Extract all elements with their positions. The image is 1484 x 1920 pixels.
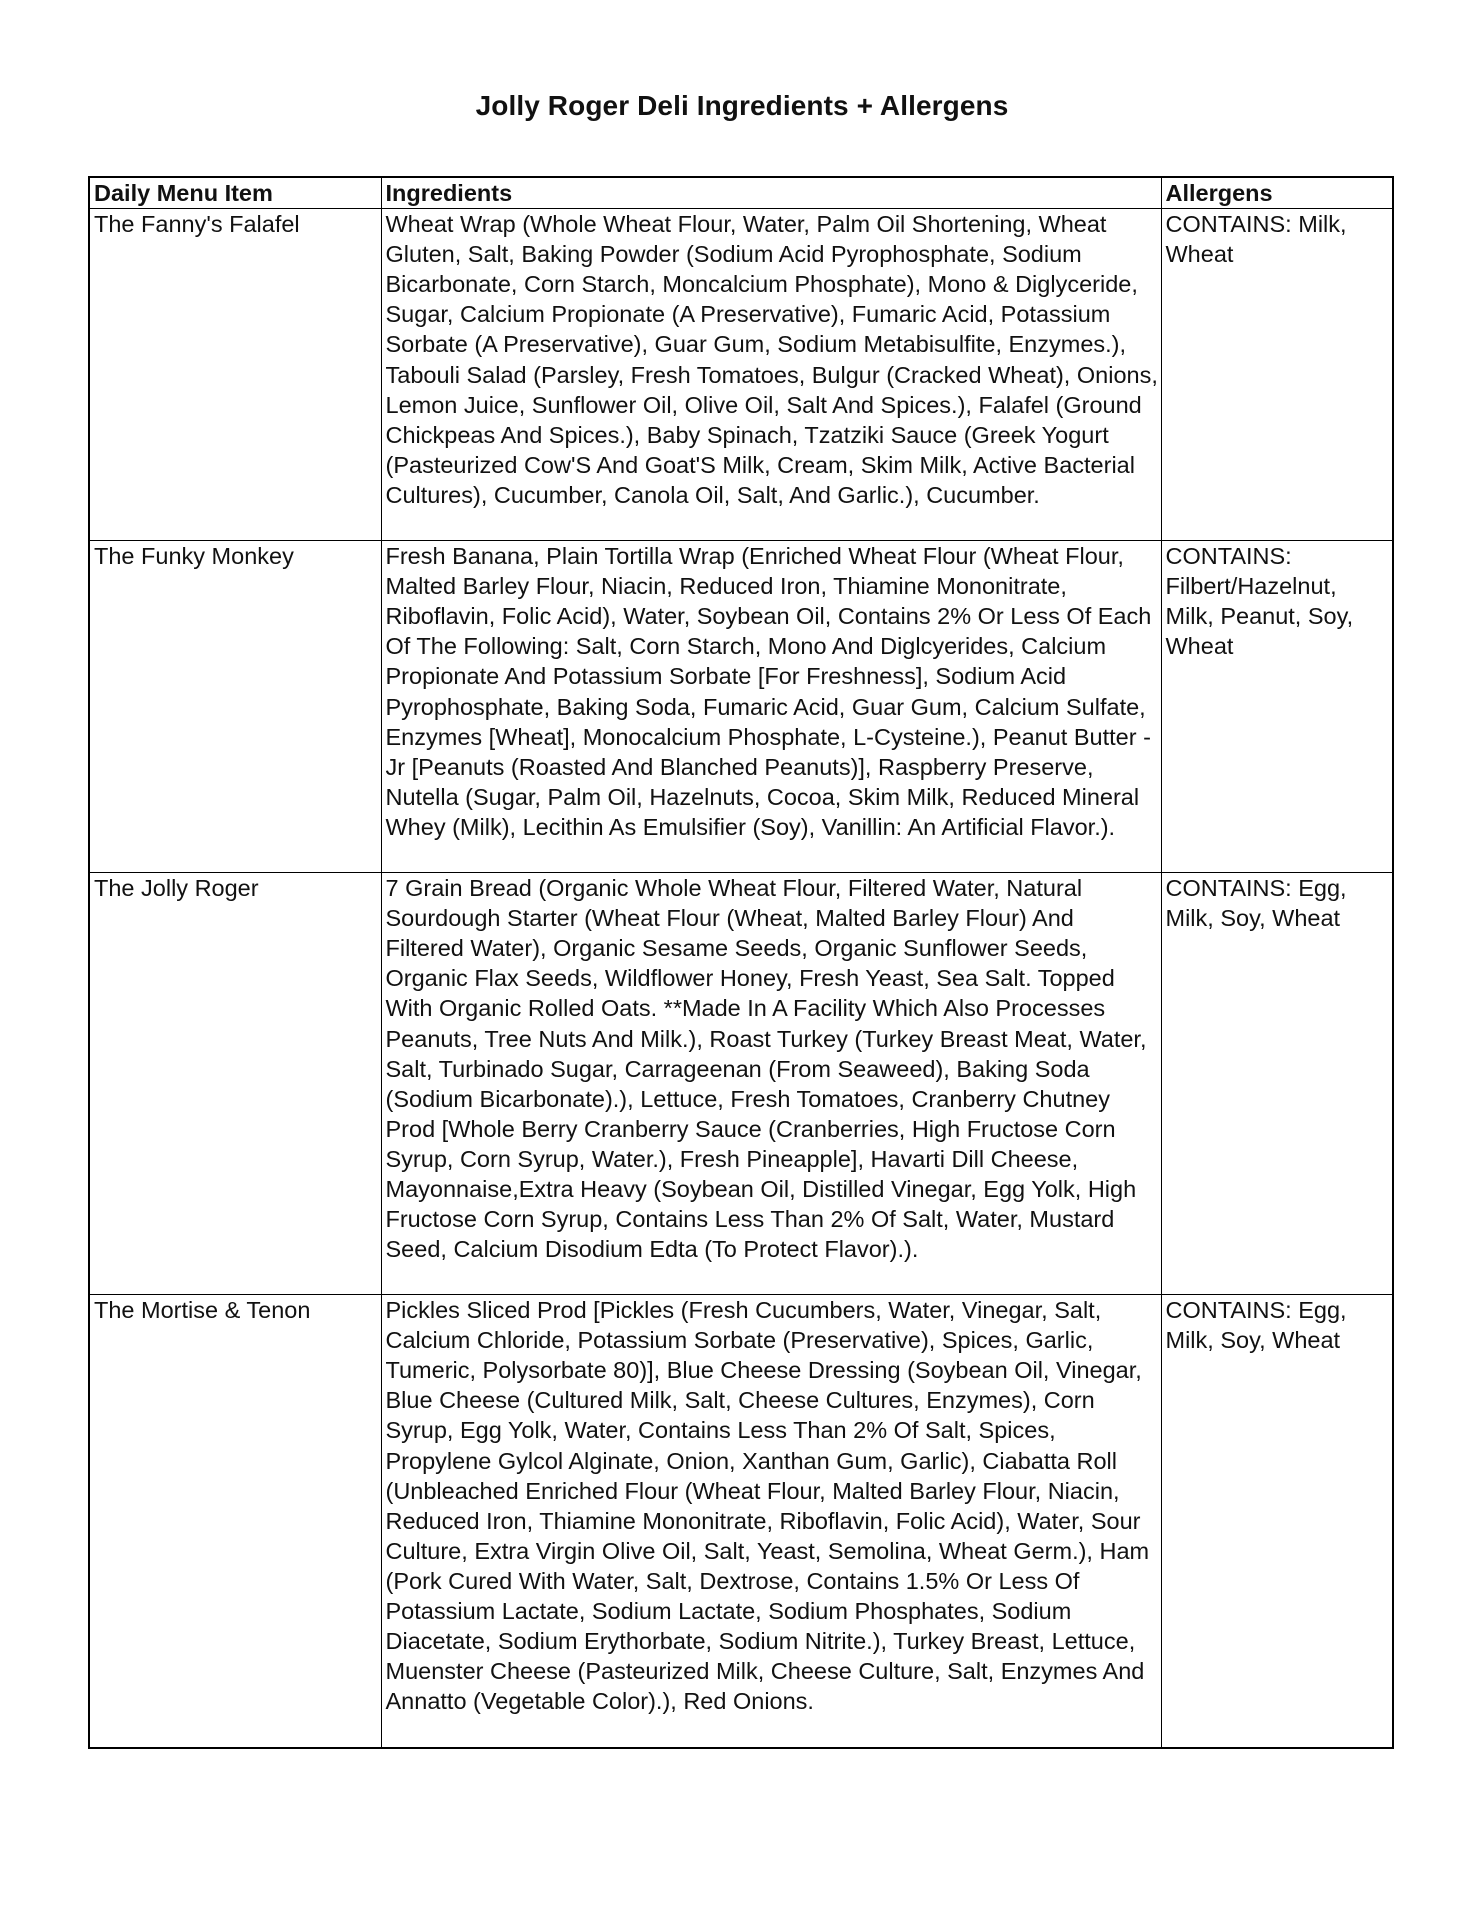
ingredients-cell: 7 Grain Bread (Organic Whole Wheat Flour, Filtered Water, Natural Sourdough Starter (Wheat Flour (Wheat, Malted Barley Flour) And Filtered Water), Organic Sesame Seeds, Organic Sunflower Seeds, Organic Flax Seeds, Wildflower Honey, Fresh Yeast, Sea Salt. Topped With Organic Rolled Oats. **Made In A Facility Which Also Processes Peanuts, Tree Nuts And Milk.), Roast Turkey (Turkey Breast Meat, Water, Salt, Turbinado Sugar, Carrageenan (From Seaweed), Baking Soda (Sodium Bicarbonate).), Lettuce, Fresh Tomatoes, Cranberry Chutney Prod [Whole Berry Cranberry Sauce (Cranberries, High Fructose Corn Syrup, Corn Syrup, Water.), Fresh Pineapple], Havarti Dill Cheese, Mayonnaise,Extra Heavy (Soybean Oil, Distilled Vinegar, Egg Yolk, High Fructose Corn Syrup, Contains Less Than 2% Of Salt, Water, Mustard Seed, Calcium Disodium Edta (To Protect Flavor).). bbox=[381, 873, 1161, 1295]
header-ingredients: Ingredients bbox=[381, 177, 1161, 209]
menu-item-cell: The Mortise & Tenon bbox=[89, 1295, 381, 1749]
allergens-cell: CONTAINS: Egg, Milk, Soy, Wheat bbox=[1161, 1295, 1393, 1749]
menu-item-cell: The Jolly Roger bbox=[89, 873, 381, 1295]
allergens-cell: CONTAINS: Milk, Wheat bbox=[1161, 209, 1393, 541]
ingredients-cell: Wheat Wrap (Whole Wheat Flour, Water, Palm Oil Shortening, Wheat Gluten, Salt, Baking Powder (Sodium Acid Pyrophosphate, Sodium Bicarbonate, Corn Starch, Moncalcium Phosphate), Mono & Diglyceride, Sugar, Calcium Propionate (A Preservative), Fumaric Acid, Potassium Sorbate (A Preservative), Guar Gum, Sodium Metabisulfite, Enzymes.), Tabouli Salad (Parsley, Fresh Tomatoes, Bulgur (Cracked Wheat), Onions, Lemon Juice, Sunflower Oil, Olive Oil, Salt And Spices.), Falafel (Ground Chickpeas And Spices.), Baby Spinach, Tzatziki Sauce (Greek Yogurt (Pasteurized Cow'S And Goat'S Milk, Cream, Skim Milk, Active Bacterial Cultures), Cucumber, Canola Oil, Salt, And Garlic.), Cucumber. bbox=[381, 209, 1161, 541]
allergens-cell: CONTAINS: Filbert/Hazelnut, Milk, Peanut, Soy, Wheat bbox=[1161, 541, 1393, 873]
page-title: Jolly Roger Deli Ingredients + Allergens bbox=[475, 90, 1009, 121]
menu-item-cell: The Funky Monkey bbox=[89, 541, 381, 873]
ingredients-cell: Pickles Sliced Prod [Pickles (Fresh Cucumbers, Water, Vinegar, Salt, Calcium Chloride, Potassium Sorbate (Preservative), Spices, Garlic, Tumeric, Polysorbate 80)], Blue Cheese Dressing (Soybean Oil, Vinegar, Blue Cheese (Cultured Milk, Salt, Cheese Cultures, Enzymes), Corn Syrup, Egg Yolk, Water, Contains Less Than 2% Of Salt, Spices, Propylene Gylcol Alginate, Onion, Xanthan Gum, Garlic), Ciabatta Roll (Unbleached Enriched Flour (Wheat Flour, Malted Barley Flour, Niacin, Reduced Iron, Thiamine Mononitrate, Riboflavin, Folic Acid), Water, Sour Culture, Extra Virgin Olive Oil, Salt, Yeast, Semolina, Wheat Germ.), Ham (Pork Cured With Water, Salt, Dextrose, Contains 1.5% Or Less Of Potassium Lactate, Sodium Lactate, Sodium Phosphates, Sodium Diacetate, Sodium Erythorbate, Sodium Nitrite.), Turkey Breast, Lettuce, Muenster Cheese (Pasteurized Milk, Cheese Culture, Salt, Enzymes And Annatto (Vegetable Color).), Red Onions. bbox=[381, 1295, 1161, 1749]
allergens-cell: CONTAINS: Egg, Milk, Soy, Wheat bbox=[1161, 873, 1393, 1295]
table-row bbox=[89, 873, 1393, 1295]
table-header-row bbox=[89, 177, 1393, 209]
table-row bbox=[89, 1295, 1393, 1749]
table-row bbox=[89, 541, 1393, 873]
menu-item-cell: The Fanny's Falafel bbox=[89, 209, 381, 541]
ingredients-allergens-table bbox=[88, 176, 1394, 1749]
header-daily-menu-item: Daily Menu Item bbox=[89, 177, 381, 209]
table-row bbox=[89, 209, 1393, 541]
ingredients-cell: Fresh Banana, Plain Tortilla Wrap (Enriched Wheat Flour (Wheat Flour, Malted Barley Flour, Niacin, Reduced Iron, Thiamine Mononitrate, Riboflavin, Folic Acid), Water, Soybean Oil, Contains 2% Or Less Of Each Of The Following: Salt, Corn Starch, Mono And Diglcyerides, Calcium Propionate And Potassium Sorbate [For Freshness], Sodium Acid Pyrophosphate, Baking Soda, Fumaric Acid, Guar Gum, Calcium Sulfate, Enzymes [Wheat], Monocalcium Phosphate, L-Cysteine.), Peanut Butter - Jr [Peanuts (Roasted And Blanched Peanuts)], Raspberry Preserve, Nutella (Sugar, Palm Oil, Hazelnuts, Cocoa, Skim Milk, Reduced Mineral Whey (Milk), Lecithin As Emulsifier (Soy), Vanillin: An Artificial Flavor.). bbox=[381, 541, 1161, 873]
header-allergens: Allergens bbox=[1161, 177, 1393, 209]
